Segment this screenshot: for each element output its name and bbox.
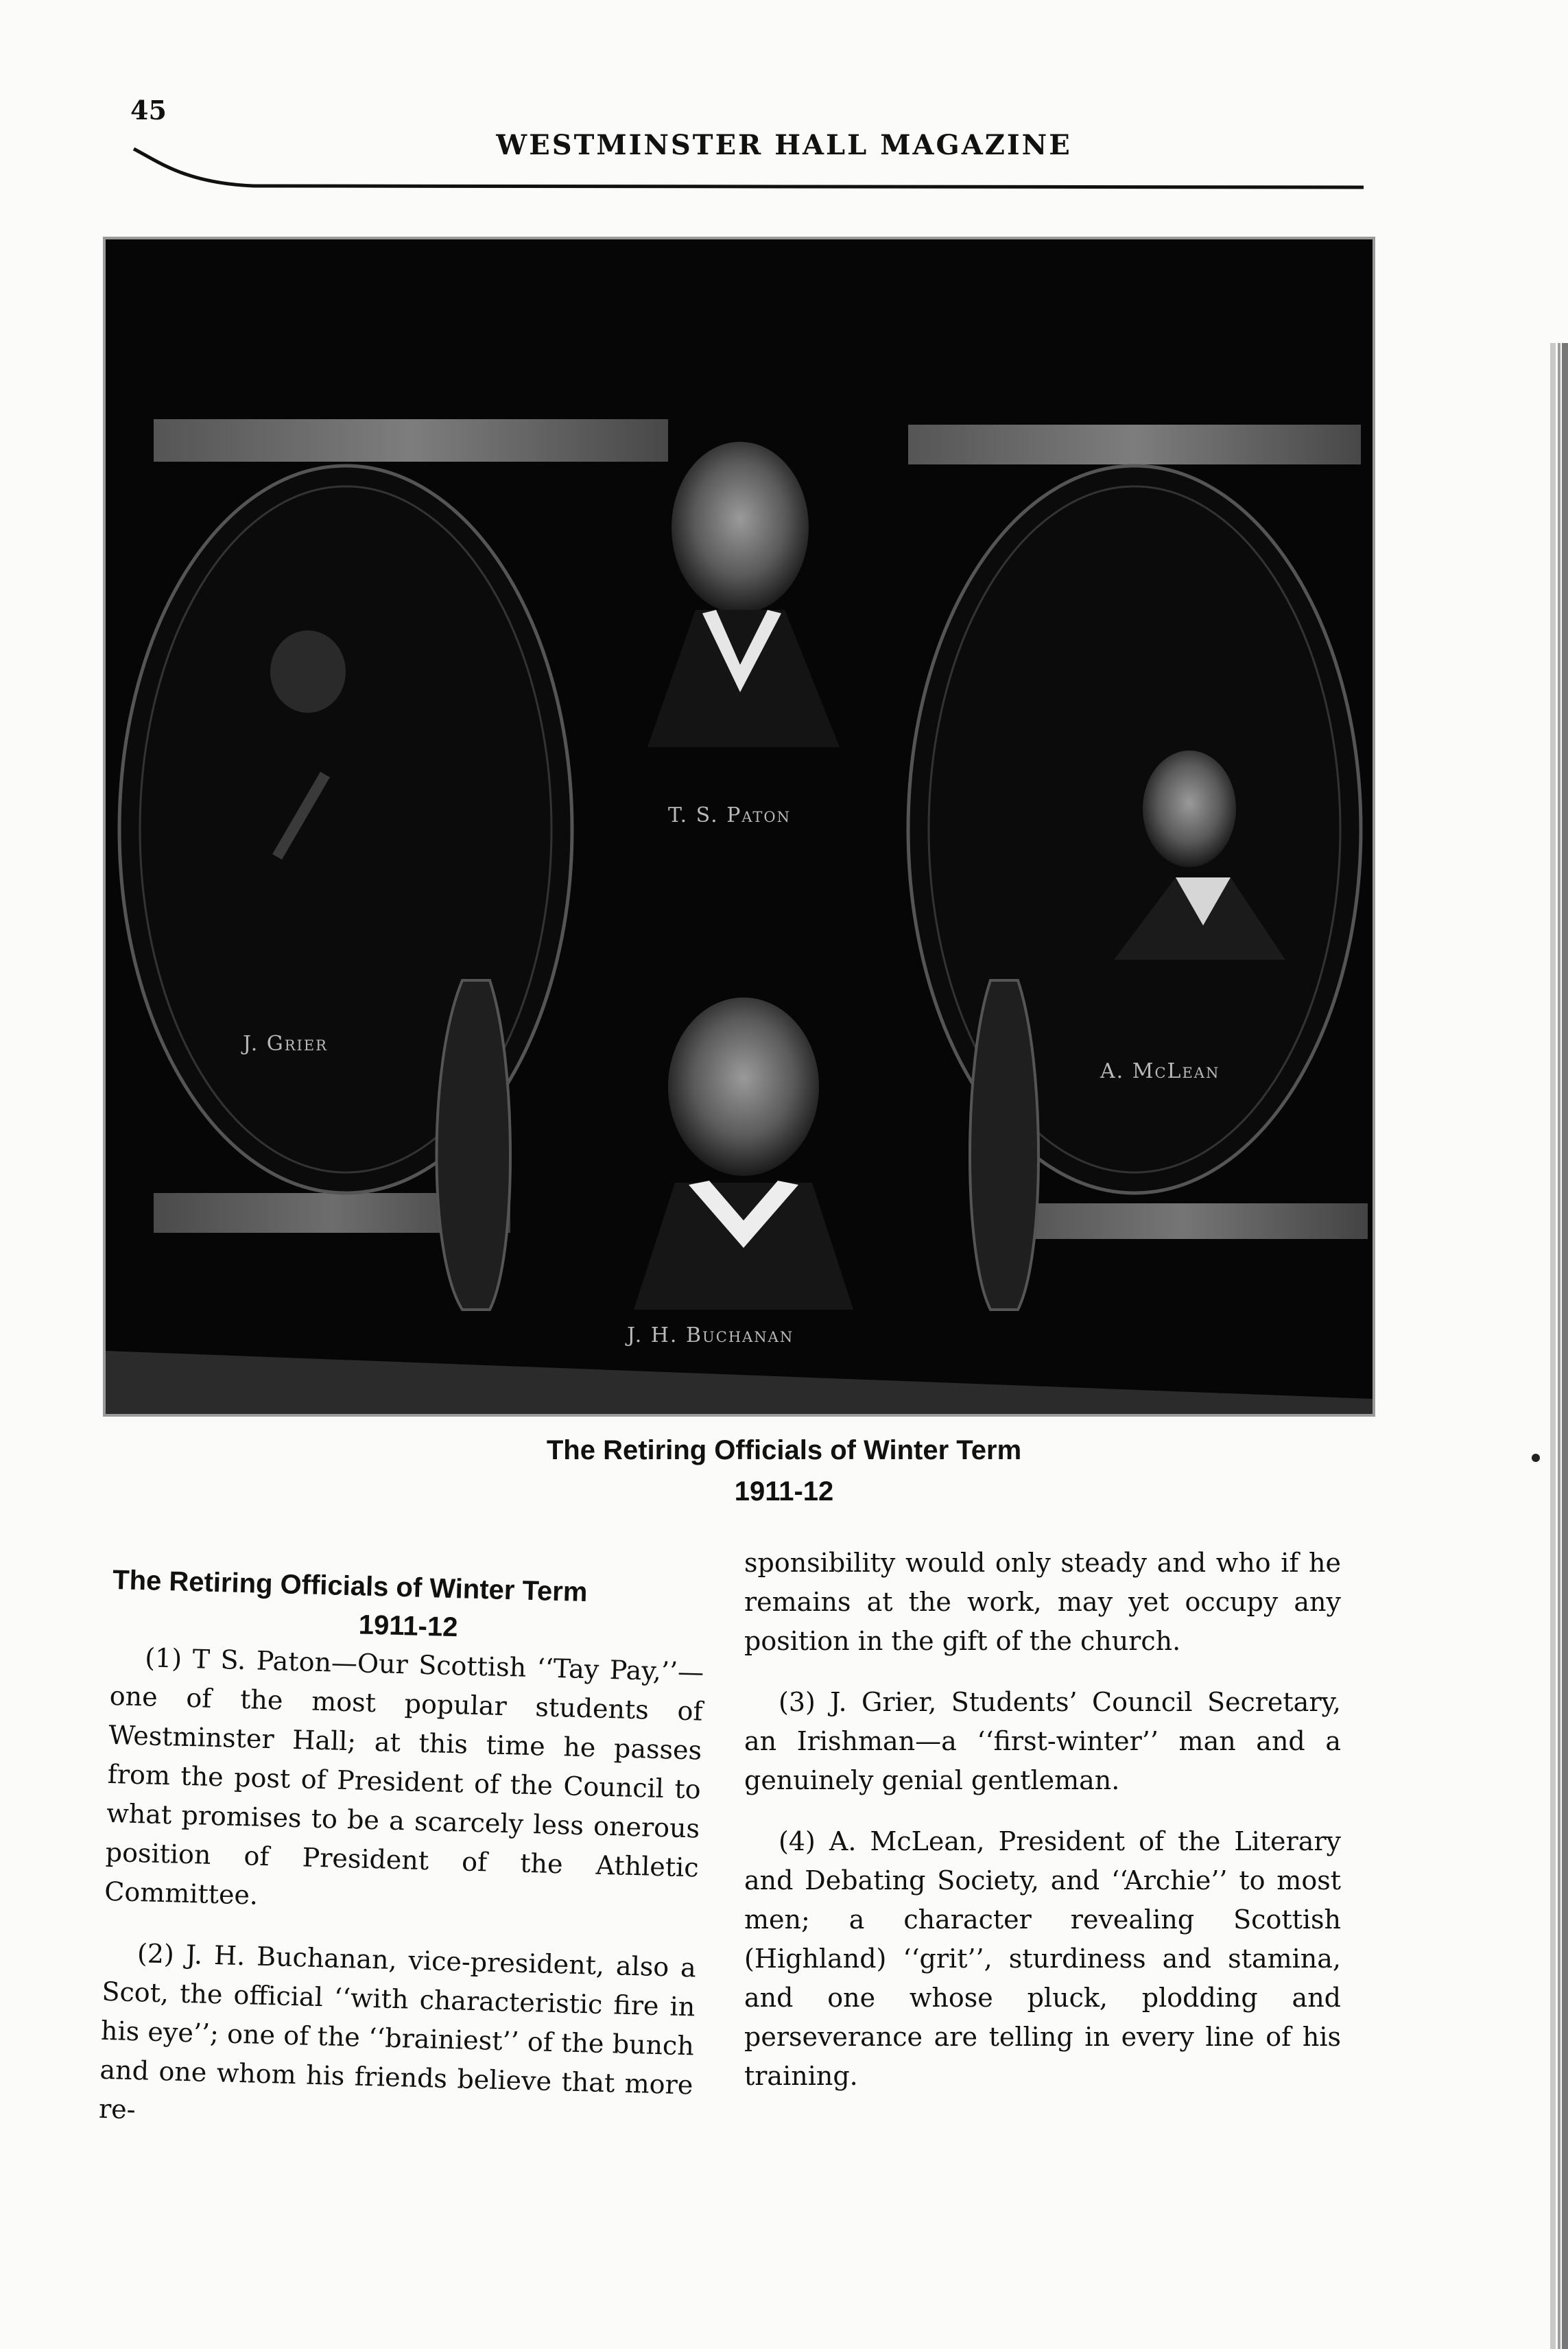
nameplate-paton: T. S. Paton [668, 803, 792, 827]
page-number: 45 [130, 95, 167, 126]
running-header-title: WESTMINSTER HALL MAGAZINE [496, 129, 1072, 161]
paragraph-paton: (1) T S. Paton—Our Scottish ‘‘Tay Pay,’’—one of the most popular students of Westminster Hall; at this time he passes from the post of President of the Council to what promises to be a scarcely less onerous position of President of the Athletic Committee. [104, 1642, 704, 1911]
photo-caption-line1: The Retiring Officials of Winter Term [546, 1435, 1022, 1465]
article-heading-line1: The Retiring Officials of Winter Term [112, 1564, 588, 1608]
photo-caption-line2: 1911-12 [734, 1476, 834, 1507]
group-photograph [103, 237, 1375, 1417]
page-edge-shadow [1526, 343, 1568, 2349]
nameplate-buchanan: J. H. Buchanan [627, 1323, 794, 1347]
paragraph-grier: (3) J. Grier, Students’ Council Secretary, an Irishman—a ‘‘first-winter’’ man and a genuinely genial gentleman. [744, 1687, 1341, 1795]
nameplate-grier: J. Grier [243, 1032, 328, 1056]
paragraph-buchanan-continued: sponsibility would only steady and who if he remains at the work, may yet occupy any position in the gift of the church. [744, 1548, 1341, 1656]
paragraph-mclean: (4) A. McLean, President of the Literary and Debating Society, and ‘‘Archie’’ to most men; a character revealing Scottish (Highland) ‘‘grit’’, sturdiness and stamina, and one whose pluck, plodding and perseverance are telling in every line of his training. [744, 1826, 1341, 2091]
nameplate-mclean: A. McLean [1100, 1059, 1220, 1083]
article-column-right [744, 1544, 1341, 2096]
article-column-left [98, 1561, 706, 2144]
article-heading-line2: 1911-12 [358, 1609, 459, 1643]
paragraph-buchanan: (2) J. H. Buchanan, vice-president, also a Scot, the official ‘‘with characteristic fire in his eye’’; one of the ‘‘brainiest’’ of the bunch and one whom his friends believe that more re- [98, 1938, 697, 2125]
